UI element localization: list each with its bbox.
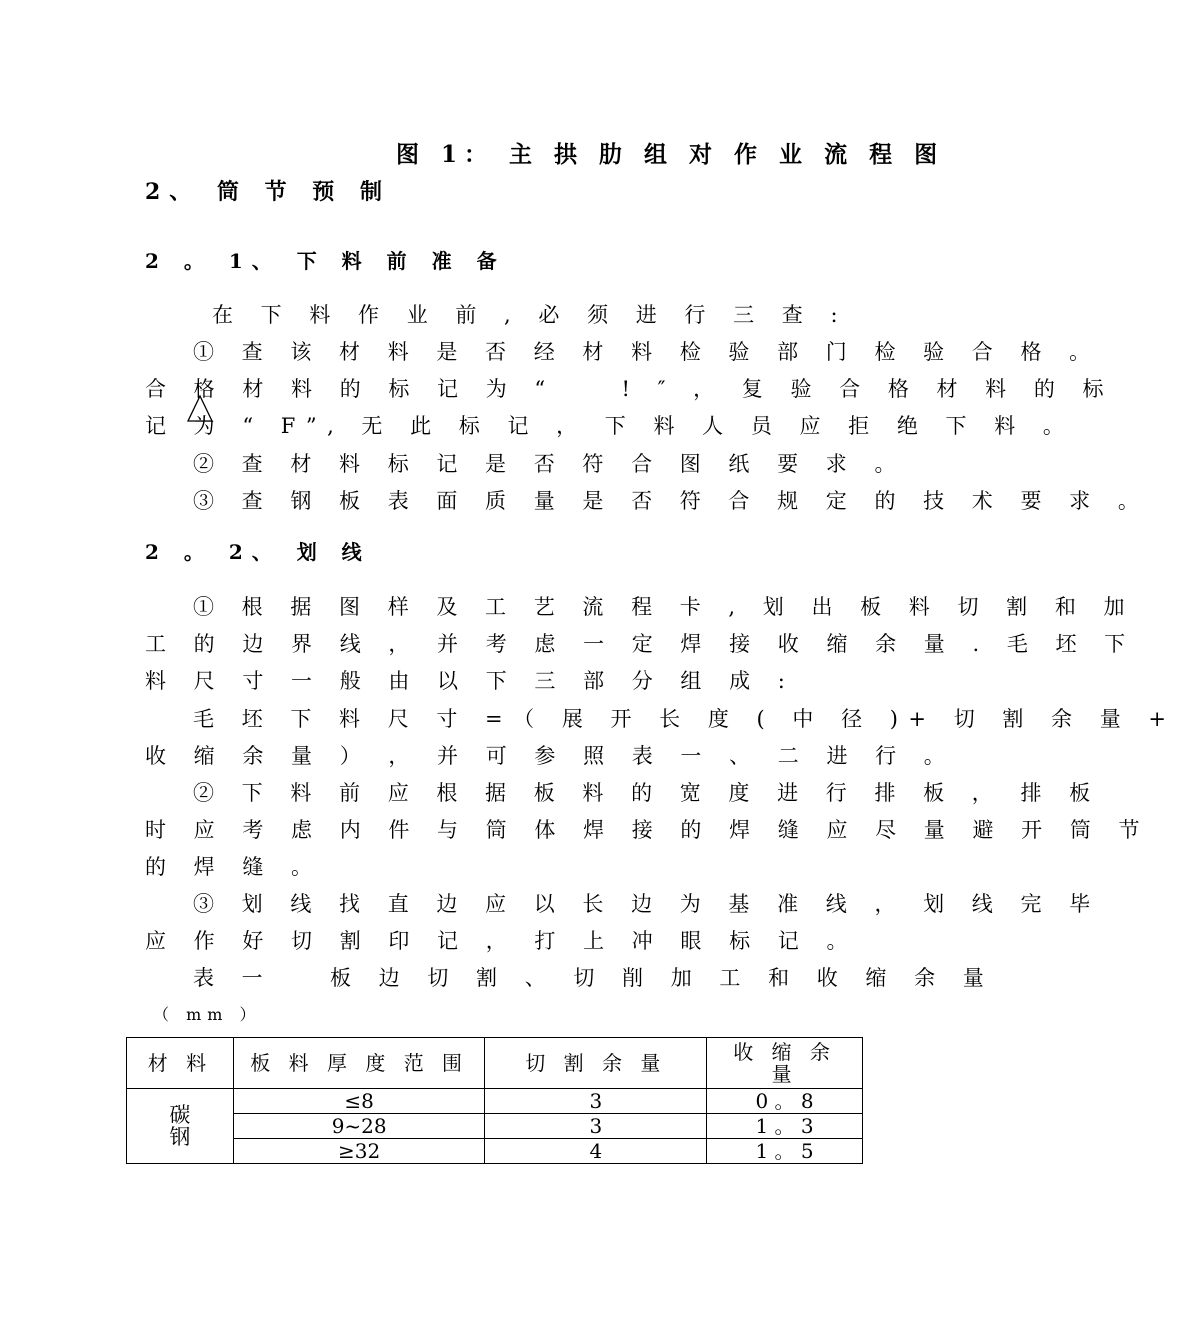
cut-cell: 4 <box>485 1139 707 1164</box>
table-title-label: 表 一 <box>193 966 274 990</box>
header-material: 材 料 <box>127 1038 234 1089</box>
subsection-heading-1: 2 。 1、 下 料 前 准 备 <box>145 249 506 273</box>
cut-cell: 3 <box>485 1089 707 1114</box>
table-header-row <box>127 1038 863 1089</box>
table-row <box>127 1114 863 1139</box>
thickness-cell: ≥32 <box>233 1139 485 1164</box>
paragraph-4-line-2: 应 作 好 切 割 印 记 ， 打 上 冲 眼 标 记 。 <box>145 929 858 953</box>
shrink-cell: 1 。 5 <box>707 1139 863 1164</box>
table-title: 板 边 切 割 、 切 削 加 工 和 收 缩 余 量 <box>330 966 995 990</box>
paragraph-3-line-1: ② 下 料 前 应 根 据 板 料 的 宽 度 进 行 排 板 ， 排 板 <box>193 781 1101 805</box>
triangle-mark-icon <box>186 394 214 424</box>
shrink-cell: 1 。 3 <box>707 1114 863 1139</box>
check-item-2: ② 查 材 料 标 记 是 否 符 合 图 纸 要 求 。 <box>193 452 906 476</box>
paragraph-1-line-3: 料 尺 寸 一 般 由 以 下 三 部 分 组 成 : <box>145 669 796 693</box>
paragraph-2-line-1: 毛 坯 下 料 尺 寸 =（ 展 开 长 度 ( 中 径 )+ 切 割 余 量 + <box>193 707 1177 731</box>
check-item-3: ③ 查 钢 板 表 面 质 量 是 否 符 合 规 定 的 技 术 要 求 。 <box>193 489 1150 513</box>
paragraph-3-line-2: 时 应 考 虑 内 件 与 筒 体 焊 接 的 焊 缝 应 尽 量 避 开 筒 节 <box>145 818 1151 842</box>
allowance-table <box>126 1037 863 1164</box>
paragraph-4-line-1: ③ 划 线 找 直 边 应 以 长 边 为 基 准 线 ， 划 线 完 毕 <box>193 892 1101 916</box>
header-shrink-allowance: 收 缩 余 量 <box>707 1038 863 1089</box>
figure-caption: 图 1： 主 拱 肋 组 对 作 业 流 程 图 <box>396 141 945 168</box>
cut-cell: 3 <box>485 1114 707 1139</box>
paragraph-1-line-2: 工 的 边 界 线 ， 并 考 虑 一 定 焊 接 收 缩 余 量 . 毛 坯 下 <box>145 632 1136 656</box>
table-row <box>127 1089 863 1114</box>
header-cut-allowance: 切 割 余 量 <box>485 1038 707 1089</box>
thickness-cell: 9~28 <box>233 1114 485 1139</box>
check-item-1-line-2: 合 格 材 料 的 标 记 为 “ ! ″ ， 复 验 合 格 材 料 的 标 <box>145 377 1115 401</box>
paragraph-3-line-3: 的 焊 缝 。 <box>145 855 323 879</box>
table-unit: （ mm ） <box>153 1005 262 1024</box>
table-row <box>127 1139 863 1164</box>
shrink-cell: 0 。 8 <box>707 1089 863 1114</box>
thickness-cell: ≤8 <box>233 1089 485 1114</box>
paragraph-2-line-2: 收 缩 余 量 ） ， 并 可 参 照 表 一 、 二 进 行 。 <box>145 744 956 768</box>
paragraph-1-line-1: ① 根 据 图 样 及 工 艺 流 程 卡 , 划 出 板 料 切 割 和 加 <box>193 595 1136 619</box>
material-cell: 碳 钢 <box>127 1089 234 1164</box>
check-item-1-line-3: 记 为 “ F”, 无 此 标 记 ， 下 料 人 员 应 拒 绝 下 料 。 <box>145 414 1075 438</box>
section-heading: 2、 筒 节 预 制 <box>145 179 391 205</box>
subsection-heading-2: 2 。 2、 划 线 <box>145 540 371 564</box>
check-item-1-line-1: ① 查 该 材 料 是 否 经 材 料 检 验 部 门 检 验 合 格 。 <box>193 340 1101 364</box>
paragraph-intro: 在 下 料 作 业 前 , 必 须 进 行 三 查 : <box>212 303 849 327</box>
header-thickness: 板 料 厚 度 范 围 <box>233 1038 485 1089</box>
